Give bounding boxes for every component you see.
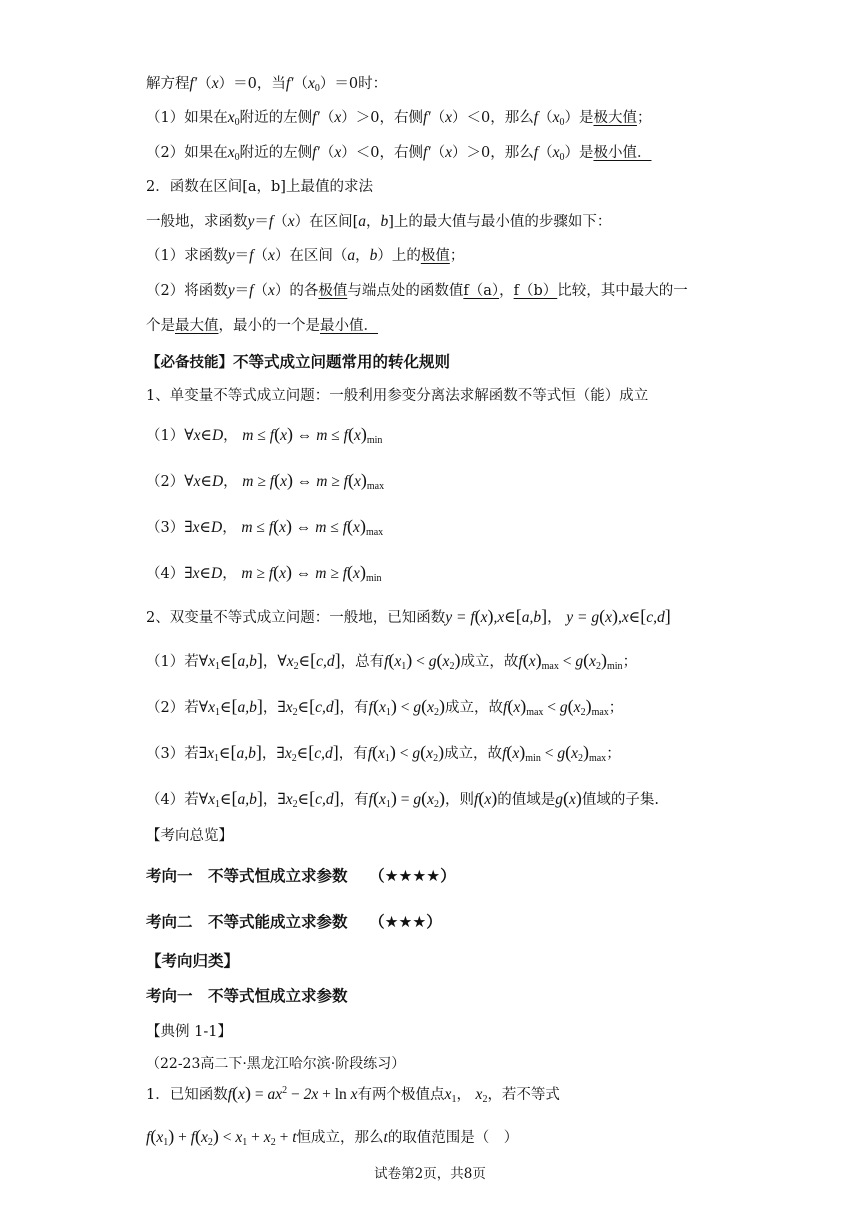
- double-rule-1: （1）若∀x1∈[a,b]，∀x2∈[c,d]，总有f(x1) < g(x2)成立，故f(x)max < g(x2)min；: [146, 650, 638, 672]
- single-rule-2: （2）∀x∈D， m ≥ f(x) ⇔ m ≥ f(x)max: [146, 470, 385, 492]
- extreme-rule-1: （1）如果在x0附近的左侧f′（x）＞0，右侧f′（x）＜0，那么f（x0）是极大值；: [146, 109, 652, 128]
- skill-title: 【必备技能】不等式成立问题常用的转化规则: [146, 353, 451, 371]
- example-source: （22-23高二下·黑龙江哈尔滨·阶段练习）: [146, 1056, 406, 1072]
- maxmin-intro: 一般地，求函数y＝f（x）在区间[a，b]上的最大值与最小值的步骤如下：: [146, 213, 612, 230]
- double-rule-2: （2）若∀x1∈[a,b]，∃x2∈[c,d]，有f(x1) < g(x2)成立，故f(x)max < g(x2)max；: [146, 696, 624, 718]
- maxmin-heading: 2．函数在区间[a，b]上最值的求法: [146, 179, 373, 195]
- question-1-line-1: 1．已知函数$f(x) = ax^2 - 2x + \ln x$有两个极值点x1， x2，若不等式: [146, 1083, 560, 1105]
- double-var-intro: 2、双变量不等式成立问题：一般地，已知函数y = f(x),x∈[a,b]， y = g(x),x∈[c,d]: [146, 606, 671, 626]
- question-1-line-2: f(x1) + f(x2) < x1 + x2 + t恒成立，那么t的取值范围是（ ）: [146, 1126, 519, 1148]
- maxmin-step-2-cont: 个是最大值，最小的一个是最小值．: [146, 318, 378, 334]
- overview-label: 【考向总览】: [146, 828, 233, 844]
- page-footer: 试卷第2页，共8页: [374, 1166, 486, 1182]
- double-rule-3: （3）若∃x1∈[a,b]，∃x2∈[c,d]，有f(x1) < g(x2)成立，故f(x)min < g(x2)max；: [146, 742, 621, 764]
- overview-item-1: 考向一 不等式恒成立求参数 （★★★★）: [146, 867, 456, 885]
- star-rating: （★★★）: [369, 913, 442, 931]
- example-label: 【典例 1-1】: [146, 1024, 232, 1040]
- maxmin-step-1: （1）求函数y＝f（x）在区间（a，b）上的极值；: [146, 247, 465, 264]
- extreme-intro: 解方程f′（x）＝0，当f′（x0）＝0时：: [146, 75, 388, 94]
- single-rule-1: （1）∀x∈D， m ≤ f(x) ⇔ m ≤ f(x)min: [146, 424, 383, 446]
- star-rating: （★★★★）: [369, 867, 456, 885]
- classify-topic: 考向一 不等式恒成立求参数: [146, 987, 348, 1005]
- overview-item-2: 考向二 不等式能成立求参数 （★★★）: [146, 913, 442, 931]
- extreme-rule-2: （2）如果在x0附近的左侧f′（x）＜0，右侧f′（x）＞0，那么f（x0）是极小值．: [146, 144, 652, 163]
- single-rule-3: （3）∃x∈D， m ≤ f(x) ⇔ m ≤ f(x)max: [146, 516, 384, 538]
- single-rule-4: （4）∃x∈D， m ≥ f(x) ⇔ m ≥ f(x)min: [146, 562, 382, 584]
- double-rule-4: （4）若∀x1∈[a,b]，∃x2∈[c,d]，有f(x1) = g(x2)，则f(x)的值域是g(x)值域的子集.: [146, 788, 659, 810]
- single-var-intro: 1、单变量不等式成立问题：一般利用参变分离法求解函数不等式恒（能）成立: [146, 388, 649, 404]
- maxmin-step-2: （2）将函数y＝f（x）的各极值与端点处的函数值f（a），f（b）比较，其中最大的一: [146, 282, 688, 299]
- classify-label: 【考向归类】: [146, 952, 240, 970]
